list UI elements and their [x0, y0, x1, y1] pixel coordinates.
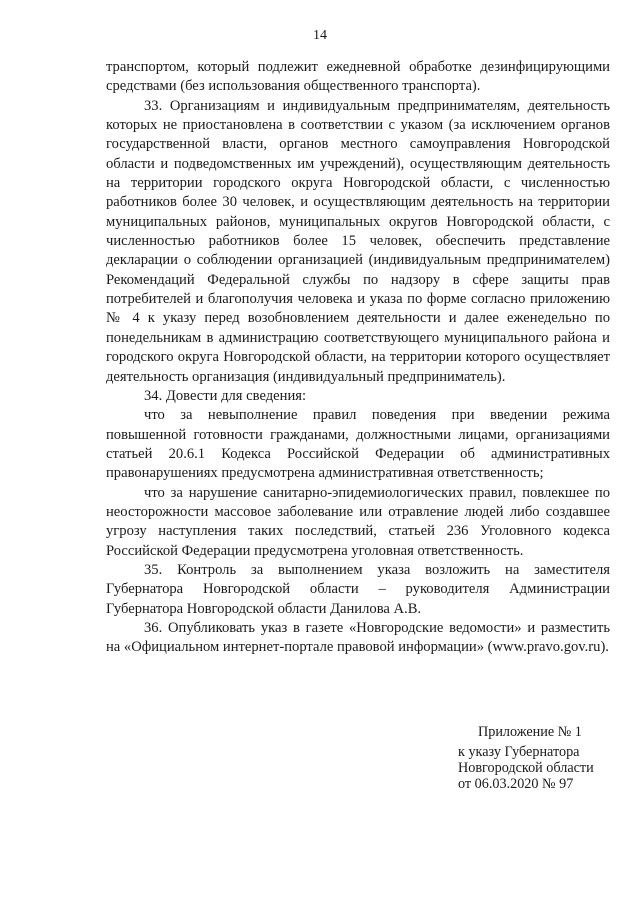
appendix-line-2: Новгородской области	[458, 760, 594, 776]
paragraph-33: 33. Организациям и индивидуальным предпринимателям, деятельность которых не приостановлена в соответствии с указом (за исключением органов государственной власти, органов местного самоуправления Новгородской области и подведомственных им учреждений), осуществляющим деятельность на территории городского округа Новгородской области, с численностью работников более 30 человек, и осуществляющим деятельность на территории муниципальных районов, муниципальных округов Новгородской области, с численностью работников более 15 человек, обеспечить представление декларации о соблюдении организацией (индивидуальным предпринимателем) Рекомендаций Федеральной службы по надзору в сфере защиты прав потребителей и благополучия человека и указа по форме согласно приложению № 4 к указу перед возобновлением деятельности и далее еженедельно по понедельникам в администрацию соответствующего муниципального района и городского округа Новгородской области, на территории которого осуществляет деятельность организация (индивидуальный предприниматель).	[106, 97, 610, 385]
paragraph-continuation: транспортом, который подлежит ежедневной обработке дезинфицирующими средствами (без использования общественного транспорта).	[106, 59, 610, 95]
paragraph-35: 35. Контроль за выполнением указа возложить на заместителя Губернатора Новгородской области – руководителя Администрации Губернатора Новгородской области Данилова А.В.	[106, 561, 610, 617]
appendix-line-1: к указу Губернатора	[458, 744, 580, 760]
paragraph-34-item-1: что за невыполнение правил поведения при введении режима повышенной готовности гражданами, должностными лицами, организациями статьей 20.6.1 Кодекса Российской Федерации об административных правонарушениях предусмотрена административная ответственность;	[106, 407, 610, 482]
appendix-header	[458, 724, 594, 792]
paragraph-36: 36. Опубликовать указ в газете «Новгородские ведомости» и разместить на «Официальном интернет-портале правовой информации» (www.pravo.gov.ru).	[106, 619, 610, 656]
paragraph-34-item-2: что за нарушение санитарно-эпидемиологических правил, повлекшее по неосторожности массовое заболевание или отравление людей либо создавшее угрозу наступления таких последствий, статьей 236 Уголовного кодекса Российской Федерации предусмотрена уголовная ответственность.	[106, 484, 610, 559]
appendix-line-3: от 06.03.2020 № 97	[458, 776, 574, 792]
paragraph-34: 34. Довести для сведения:	[144, 387, 307, 404]
document-body	[106, 58, 610, 658]
appendix-title: Приложение № 1	[478, 724, 582, 740]
page-number: 14	[313, 28, 327, 43]
